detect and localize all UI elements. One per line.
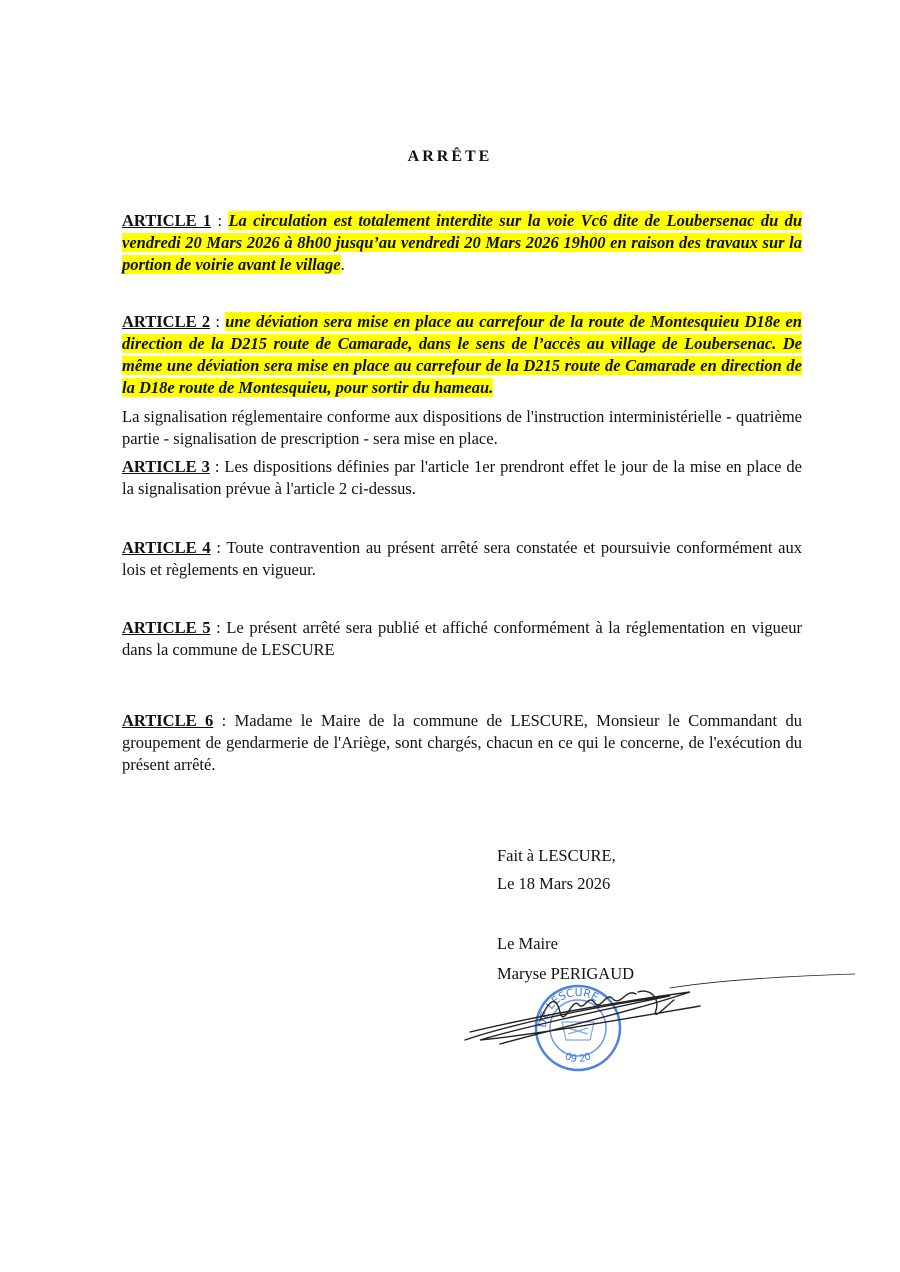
article-6-separator: : (213, 711, 235, 730)
article-1-label: ARTICLE 1 (122, 211, 212, 230)
closing-name: Maryse PERIGAUD (497, 964, 635, 983)
page-title: ARRÊTE (407, 148, 493, 165)
article-4-label: ARTICLE 4 (122, 538, 211, 557)
article-1-tail: . (340, 255, 345, 274)
article-2-label: ARTICLE 2 (122, 312, 211, 331)
article-2 (122, 311, 802, 399)
article-2-text: une déviation sera mise en place au carrefour de la route de Montesquieu D18e en direction de la D215 route de Camarade, dans le sens de l’accès au village de Loubersenac. De même une déviation sera mise en place au carrefour de la D215 route de Camarade en direction de la D18e route de Montesquieu, pour sortir du hameau. (122, 312, 802, 397)
article-1-text: La circulation est totalement interdite sur la voie Vc6 dite de Loubersenac du du vendredi 20 Mars 2026 à 8h00 jusqu’au vendredi 20 Mars 2026 19h00 en raison des travaux sur la portion de voirie avant le village (122, 211, 802, 274)
article-4-text: Toute contravention au présent arrêté sera constatée et poursuivie conformément aux lois et règlements en vigueur. (122, 538, 802, 579)
article-2-paragraph: La signalisation réglementaire conforme aux dispositions de l'instruction interministérielle - quatrième partie - signalisation de prescription - sera mise en place. (122, 407, 802, 448)
closing-role: Le Maire (497, 934, 558, 953)
article-6-text: Madame le Maire de la commune de LESCURE, Monsieur le Commandant du groupement de gendarmerie de l'Ariège, sont chargés, chacun en ce qui le concerne, de l'exécution du présent arrêté. (122, 711, 802, 774)
article-5-label: ARTICLE 5 (122, 618, 211, 637)
article-2-separator: : (210, 312, 226, 331)
seal-bottom-text: 09 20 (563, 1051, 593, 1066)
article-1 (122, 210, 802, 276)
article-4-separator: : (210, 538, 227, 557)
article-6-label: ARTICLE 6 (122, 711, 214, 730)
article-4 (122, 537, 802, 581)
article-6 (122, 710, 802, 776)
article-3-separator: : (209, 457, 225, 476)
article-5-separator: : (210, 618, 227, 637)
article-3 (122, 456, 802, 500)
handwritten-signature (460, 968, 860, 1058)
article-3-text: Les dispositions définies par l'article 1er prendront effet le jour de la mise en place de la signalisation prévue à l'article 2 ci-dessus. (122, 457, 803, 498)
closing-date: Le 18 Mars 2026 (497, 874, 611, 893)
article-5-text: Le présent arrêté sera publié et affiché conformément à la réglementation en vigueur dans la commune de LESCURE (122, 618, 802, 659)
closing-place: Fait à LESCURE, (497, 846, 616, 865)
seal-top-text: DE LESCURE (535, 985, 601, 1029)
article-5 (122, 617, 802, 661)
article-3-label: ARTICLE 3 (122, 457, 210, 476)
article-1-separator: : (211, 211, 229, 230)
